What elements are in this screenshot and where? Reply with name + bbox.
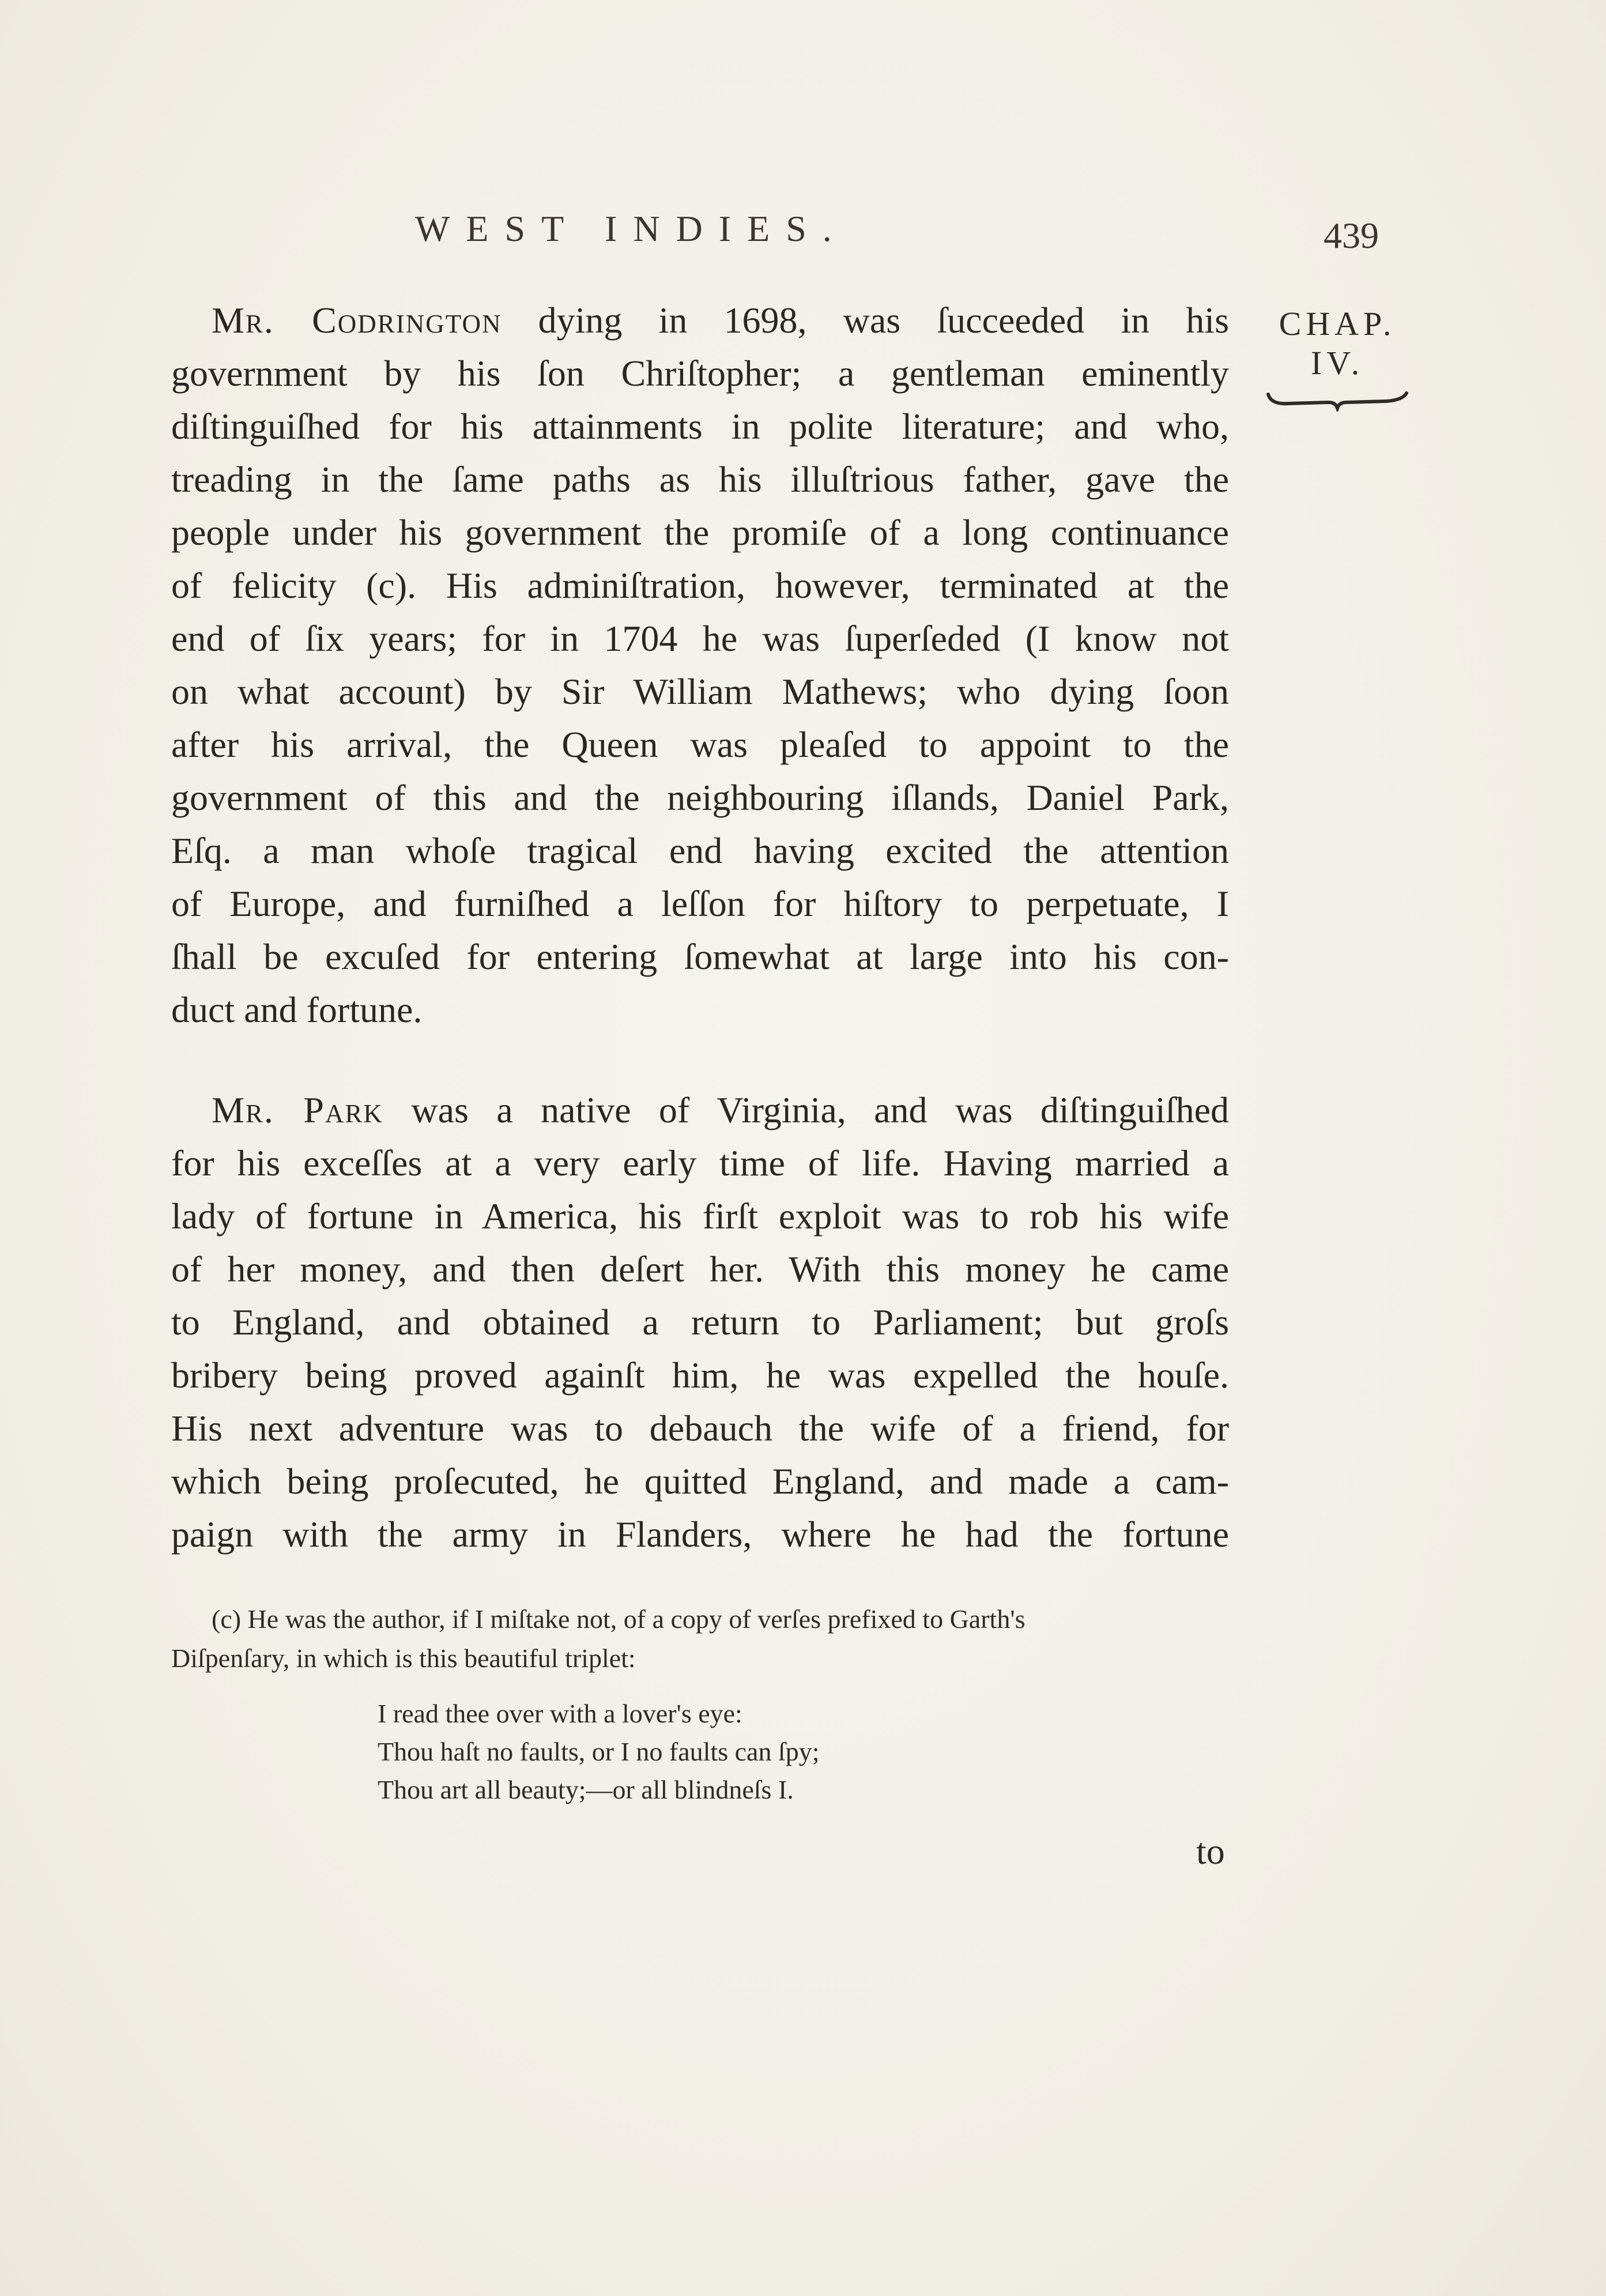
footnote-line: Diſpenſary, in which is this beautiful triplet: [171,1643,636,1673]
page-number: 439 [1324,215,1379,256]
paragraph-line: end of ſix years; for in 1704 he was ſuperſeded (I know not [171,618,1229,659]
paragraph-line: His next adventure was to debauch the wife of a friend, for [171,1408,1229,1449]
paragraph-line: lady of fortune in America, his firſt exploit was to rob his wife [171,1196,1229,1236]
verse-line: Thou art all beauty;—or all blindneſs I. [378,1775,794,1804]
verse-line: Thou haſt no faults, or I no faults can ſpy; [378,1737,820,1766]
paragraph-line [171,1084,1229,1137]
paragraph-codrington [171,294,1229,1036]
paragraph-line: for his exceſſes at a very early time of life. Having married a [171,1143,1229,1183]
chap-label: CHAP. [1279,305,1396,342]
footnote-line: (c) He was the author, if I miſtake not, of a copy of verſes prefixed to Garth's [212,1604,1026,1634]
paragraph-line: diſtinguiſhed for his attainments in polite literature; and who, [171,406,1229,447]
paragraph-line: of felicity (c). His adminiſtration, however, terminated at the [171,565,1229,606]
catchword: to [1196,1831,1225,1872]
paragraph-line: treading in the ſame paths as his illuſtrious father, gave the [171,459,1229,500]
paragraph-line: government of this and the neighbouring iſlands, Daniel Park, [171,777,1229,818]
paragraph-line: paign with the army in Flanders, where he had the fortune [171,1514,1229,1555]
chap-number: IV. [1310,344,1364,382]
paragraph-line: of Europe, and furniſhed a leſſon for hiſtory to perpetuate, I [171,883,1229,924]
paragraph-line: after his arrival, the Queen was pleaſed to appoint to the [171,724,1229,765]
paragraph-line [171,294,1229,347]
paragraph-line: Eſq. a man whoſe tragical end having excited the attention [171,830,1229,871]
paragraph-line: which being proſecuted, he quitted England, and made a cam- [171,1461,1229,1502]
paragraph-line-text: dying in 1698, was ſucceeded in his [502,300,1229,341]
paragraph-lead-name: Mr. Codrington [212,300,502,341]
paragraph-line: duct and fortune. [171,989,423,1030]
paragraph-line-text: was a native of Virginia, and was diſtinguiſhed [383,1089,1229,1130]
paragraph-line: on what account) by Sir William Mathews; who dying ſoon [171,671,1229,712]
footnote-verse [378,1695,820,1809]
footnote [171,1600,1255,1678]
paragraph-line: ſhall be excuſed for entering ſomewhat at large into his con- [171,936,1229,977]
paragraph-line: people under his government the promiſe of a long continuance [171,512,1229,553]
paragraph-park [171,1084,1229,1561]
brace-ornament-icon [1265,389,1409,412]
verse-line: I read thee over with a lover's eye: [378,1699,742,1728]
paragraph-line: of her money, and then deſert her. With this money he came [171,1249,1229,1290]
paragraph-lead-name: Mr. Park [212,1089,383,1130]
running-head: WEST INDIES. [415,208,848,249]
margin-chapter-note [1257,304,1418,412]
paragraph-line: bribery being proved againſt him, he was expelled the houſe. [171,1355,1229,1396]
paragraph-line: to England, and obtained a return to Parliament; but groſs [171,1302,1229,1343]
paragraph-line: government by his ſon Chriſtopher; a gentleman eminently [171,353,1229,394]
